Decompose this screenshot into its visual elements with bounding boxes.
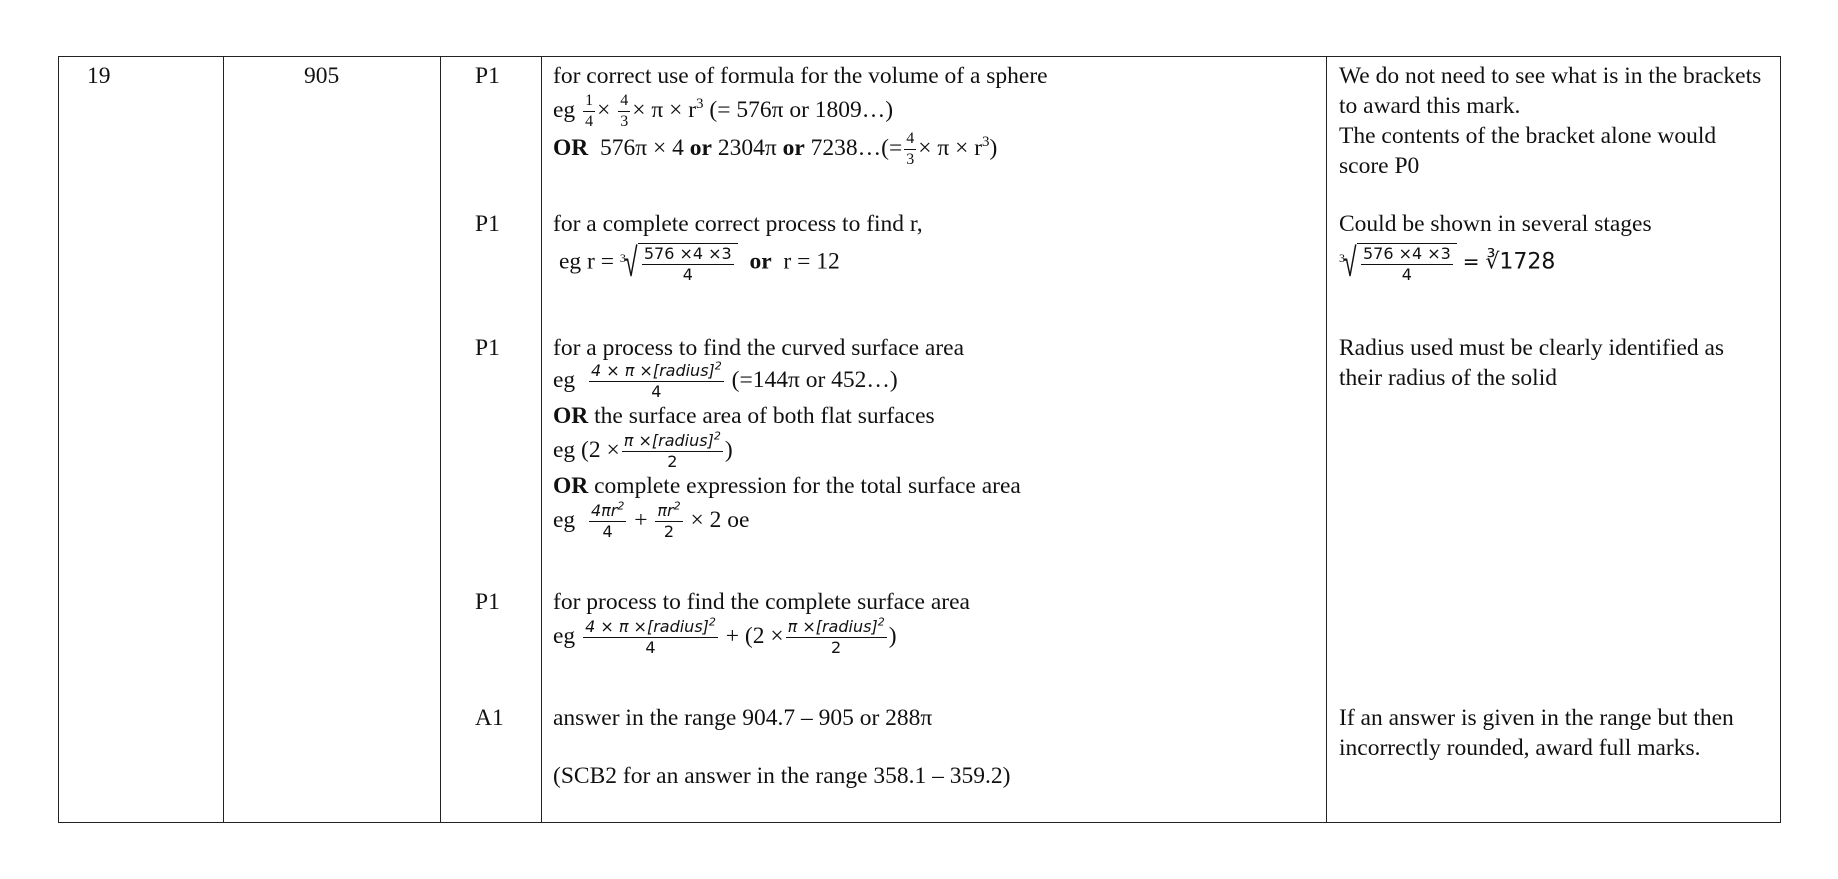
working-line: for a process to find the curved surface area xyxy=(553,335,965,361)
guidance-note: If an answer is given in the range but then incorrectly rounded, award full marks. xyxy=(1339,705,1734,761)
working-line: OR 576π × 4 or 2304π or 7238…(= $\frac{4}{3}$ × $\pi \times r^3$) xyxy=(553,130,998,168)
working-line: eg $\frac{4 \times \pi \times[radius]^2}{4}$ + (2 × $\frac{\pi \times[radius]^2}{2}$ ) xyxy=(553,615,897,657)
working-line: eg r = 3 √ $\frac{576 \times 4 \times 3}{4}$ or r = 12 xyxy=(559,240,840,286)
column-divider xyxy=(541,57,542,822)
guidance-note: Could be shown in several stages xyxy=(1339,211,1652,237)
mark-code: P1 xyxy=(475,335,500,361)
answer-value: 905 xyxy=(304,63,340,89)
column-divider xyxy=(1326,57,1327,822)
mark-scheme-table xyxy=(58,56,1781,823)
working-line: for a complete correct process to find r, xyxy=(553,211,923,237)
working-line: answer in the range 904.7 – 905 or 288π xyxy=(553,705,933,731)
working-line: eg $\frac{4 \times \pi \times[radius]^2}{4}$ (=144π or 452…) xyxy=(553,359,898,401)
guidance-note: Radius used must be clearly identified as their radius of the solid xyxy=(1339,335,1725,391)
question-number: 19 xyxy=(87,63,111,89)
mark-code: P1 xyxy=(475,211,500,237)
working-line: (SCB2 for an answer in the range 358.1 – 359.2) xyxy=(553,763,1011,789)
working-line: for correct use of formula for the volume of a sphere xyxy=(553,63,1048,89)
column-divider xyxy=(440,57,441,822)
working-line: eg (2 × $\frac{\pi \times[radius]^2}{2}$ ) xyxy=(553,429,733,471)
working-line: OR complete expression for the total surface area xyxy=(553,473,1021,499)
mark-code: P1 xyxy=(475,589,500,615)
working-line: OR the surface area of both flat surfaces xyxy=(553,403,935,429)
working-line: eg $\frac{4\pi r^2}{4}$ + $\frac{\pi r^2}{2}$ × 2 oe xyxy=(553,499,750,541)
working-line: eg $\frac{1}{4}$ × $\frac{4}{3}$ × $\pi \times r^3$ (= 576π or 1809…) xyxy=(553,92,894,130)
mark-code: P1 xyxy=(475,63,500,89)
guidance-note: We do not need to see what is in the brackets to award this mark. The contents of the bracket alone would score P0 xyxy=(1339,63,1762,179)
working-line: for process to find the complete surface area xyxy=(553,589,970,615)
column-divider xyxy=(223,57,224,822)
guidance-math: 3 √ $\frac{576 \times 4 \times 3}{4}$ = ∛1728 xyxy=(1339,240,1556,286)
cube-root: 3 √ $\frac{576 \times 4 \times 3}{4}$ xyxy=(620,243,738,283)
mark-code: A1 xyxy=(475,705,504,731)
